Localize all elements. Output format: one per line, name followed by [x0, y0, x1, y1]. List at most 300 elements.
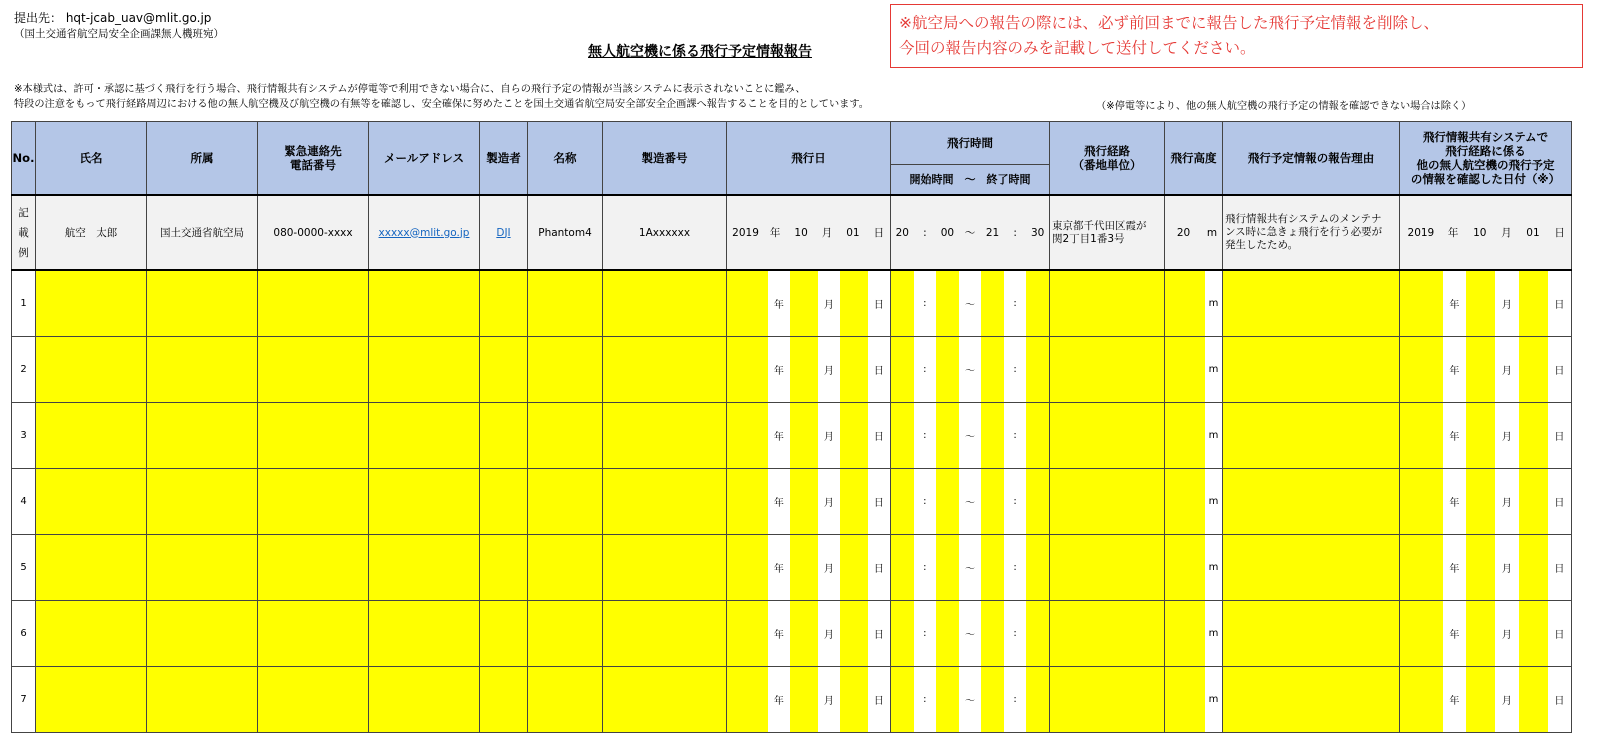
notice-line-2: 今回の報告内容のみを記載して送付してください。 — [899, 39, 1256, 57]
altitude-value-input[interactable] — [1165, 271, 1205, 336]
purpose-line-1: ※本様式は、許可・承認に基づく飛行を行う場合、飛行情報共有システムが停電等で利用できない場合に、自らの飛行予定の情報が当該システムに表示されないことに鑑み、 — [14, 84, 806, 95]
serial-input[interactable] — [603, 403, 727, 469]
year-input[interactable] — [727, 535, 768, 600]
col-header-route — [1050, 122, 1165, 196]
email-input[interactable] — [369, 403, 480, 469]
reason-input[interactable] — [1223, 469, 1400, 535]
colon: : — [1004, 337, 1027, 402]
day-input[interactable] — [840, 535, 868, 600]
end-hour-input[interactable] — [981, 403, 1004, 468]
confirm-year-input[interactable] — [1400, 601, 1443, 666]
end-hour-input[interactable] — [981, 469, 1004, 534]
year-input[interactable] — [727, 403, 768, 468]
table-row — [12, 667, 1572, 733]
maker-input[interactable] — [480, 469, 528, 535]
example-flight-date — [727, 195, 891, 270]
serial-input[interactable] — [603, 535, 727, 601]
year-unit: 年 — [1443, 337, 1466, 402]
col-header-phone-line-1: 緊急連絡先 — [284, 144, 342, 158]
route-input[interactable] — [1050, 667, 1165, 733]
confirm-year-input[interactable] — [1400, 667, 1443, 732]
flight-time-input — [891, 337, 1050, 403]
example-flight-time — [891, 195, 1050, 270]
year-unit: 年 — [768, 667, 790, 732]
meter-unit: m — [1205, 601, 1222, 666]
model-input[interactable] — [528, 403, 603, 469]
model-input[interactable] — [528, 535, 603, 601]
maker-input[interactable] — [480, 337, 528, 403]
name-input[interactable] — [36, 270, 147, 337]
name-input[interactable] — [36, 535, 147, 601]
start-minute-input[interactable] — [936, 601, 959, 666]
month-unit: 月 — [1495, 403, 1518, 468]
year-input[interactable] — [727, 469, 768, 534]
month-input[interactable] — [790, 403, 818, 468]
reason-input[interactable] — [1223, 270, 1400, 337]
altitude-value-input[interactable] — [1165, 535, 1205, 600]
end-minute-input[interactable] — [1026, 337, 1049, 402]
day-unit: 日 — [1548, 601, 1571, 666]
example-confirm-month: 10 — [1465, 196, 1495, 269]
end-minute-input[interactable] — [1026, 535, 1049, 600]
purpose-note: （※停電等により、他の無人航空機の飛行予定の情報を確認できない場合は除く） — [1096, 101, 1472, 112]
phone-input[interactable] — [258, 667, 369, 733]
start-minute-input[interactable] — [936, 667, 959, 732]
altitude-value-input[interactable] — [1165, 469, 1205, 534]
confirm-month-input[interactable] — [1466, 601, 1495, 666]
end-hour-input[interactable] — [981, 535, 1004, 600]
example-label — [12, 195, 36, 270]
day-input[interactable] — [840, 469, 868, 534]
tilde: ～ — [959, 196, 982, 269]
tilde: ～ — [959, 271, 982, 336]
maker-input[interactable] — [480, 403, 528, 469]
altitude-value-input[interactable] — [1165, 601, 1205, 666]
example-route-line-1: 東京都千代田区霞が — [1052, 219, 1147, 232]
confirm-year-input[interactable] — [1400, 535, 1443, 600]
altitude-value-input[interactable] — [1165, 403, 1205, 468]
tilde: ～ — [959, 469, 982, 534]
email-input[interactable] — [369, 337, 480, 403]
table-row — [12, 337, 1572, 403]
colon: : — [914, 667, 937, 732]
col-header-no: No. — [12, 122, 36, 196]
meter-unit: m — [1205, 469, 1222, 534]
route-input[interactable] — [1050, 337, 1165, 403]
altitude-input — [1165, 601, 1223, 667]
month-unit: 月 — [1495, 337, 1518, 402]
day-unit: 日 — [1548, 469, 1571, 534]
end-hour-input[interactable] — [981, 337, 1004, 402]
year-unit: 年 — [768, 271, 790, 336]
flight-time-input — [891, 270, 1050, 337]
col-header-confirm-line-1: 飛行情報共有システムで — [1422, 130, 1549, 144]
confirm-day-input[interactable] — [1519, 601, 1548, 666]
col-header-reason: 飛行予定情報の報告理由 — [1223, 122, 1400, 196]
confirm-year-input[interactable] — [1400, 271, 1443, 336]
day-unit: 日 — [1548, 337, 1571, 402]
example-reason-line-3: 発生したため。 — [1225, 239, 1299, 251]
flight-time-input — [891, 535, 1050, 601]
col-header-serial: 製造番号 — [603, 122, 727, 196]
example-email — [369, 195, 480, 270]
end-minute-input[interactable] — [1026, 601, 1049, 666]
end-minute-input[interactable] — [1026, 469, 1049, 534]
serial-input[interactable] — [603, 337, 727, 403]
example-model: Phantom4 — [528, 195, 603, 270]
name-input[interactable] — [36, 403, 147, 469]
model-input[interactable] — [528, 337, 603, 403]
confirm-date-input — [1400, 535, 1572, 601]
serial-input[interactable] — [603, 601, 727, 667]
month-unit: 月 — [1495, 667, 1518, 732]
phone-input[interactable] — [258, 469, 369, 535]
day-unit: 日 — [1548, 535, 1571, 600]
flight-time-input — [891, 403, 1050, 469]
flight-date-input — [727, 337, 891, 403]
confirm-day-input[interactable] — [1519, 337, 1548, 402]
affiliation-input[interactable] — [147, 667, 258, 733]
confirm-month-input[interactable] — [1466, 667, 1495, 732]
col-header-confirm-line-2: 飛行経路に係る — [1445, 144, 1526, 158]
confirm-month-input[interactable] — [1466, 271, 1495, 336]
start-hour-input[interactable] — [891, 535, 914, 600]
year-unit: 年 — [1443, 535, 1466, 600]
phone-input[interactable] — [258, 403, 369, 469]
month-unit: 月 — [818, 337, 840, 402]
model-input[interactable] — [528, 601, 603, 667]
year-unit: 年 — [1443, 271, 1466, 336]
confirm-year-input[interactable] — [1400, 337, 1443, 402]
maker-input[interactable] — [480, 667, 528, 733]
colon: : — [1004, 196, 1027, 269]
colon: : — [914, 337, 937, 402]
month-input[interactable] — [790, 535, 818, 600]
email-input[interactable] — [369, 535, 480, 601]
reason-input[interactable] — [1223, 667, 1400, 733]
year-unit: 年 — [1443, 469, 1466, 534]
name-input[interactable] — [36, 469, 147, 535]
col-header-name: 氏名 — [36, 122, 147, 196]
confirm-day-input[interactable] — [1519, 535, 1548, 600]
flight-date-input — [727, 667, 891, 733]
reason-input[interactable] — [1223, 403, 1400, 469]
table-row — [12, 403, 1572, 469]
email-input[interactable] — [369, 270, 480, 337]
tilde: ～ — [959, 601, 982, 666]
colon: : — [1004, 469, 1027, 534]
month-unit: 月 — [816, 196, 838, 269]
table-row — [12, 601, 1572, 667]
model-input[interactable] — [528, 270, 603, 337]
year-unit: 年 — [768, 469, 790, 534]
example-confirm-date — [1400, 195, 1572, 270]
example-reason-line-2: ンス時に急きょ飛行を行う必要が — [1225, 226, 1383, 238]
phone-input[interactable] — [258, 337, 369, 403]
tilde: ～ — [959, 667, 982, 732]
affiliation-input[interactable] — [147, 469, 258, 535]
confirm-day-input[interactable] — [1519, 271, 1548, 336]
day-unit: 日 — [868, 667, 890, 732]
confirm-date-input — [1400, 403, 1572, 469]
colon: : — [914, 601, 937, 666]
name-input[interactable] — [36, 337, 147, 403]
meter-unit: m — [1205, 271, 1222, 336]
example-email-link[interactable]: xxxxx@mlit.go.jp — [378, 226, 470, 239]
confirm-date-input — [1400, 469, 1572, 535]
col-header-email: メールアドレス — [369, 122, 480, 196]
month-unit: 月 — [1495, 271, 1518, 336]
col-header-flight-time: 飛行時間 — [891, 122, 1050, 165]
affiliation-input[interactable] — [147, 403, 258, 469]
day-unit: 日 — [868, 271, 890, 336]
end-minute-input[interactable] — [1026, 271, 1049, 336]
month-unit: 月 — [1495, 469, 1518, 534]
email-input[interactable] — [369, 667, 480, 733]
col-header-confirm-date — [1400, 122, 1572, 196]
submit-to-block — [14, 10, 224, 42]
day-unit: 日 — [1548, 667, 1571, 732]
phone-input[interactable] — [258, 270, 369, 337]
reason-input[interactable] — [1223, 535, 1400, 601]
colon: : — [1004, 667, 1027, 732]
col-header-altitude: 飛行高度 — [1165, 122, 1223, 196]
example-label-char-3: 例 — [18, 246, 29, 259]
start-minute-input[interactable] — [936, 535, 959, 600]
year-unit: 年 — [768, 337, 790, 402]
example-altitude — [1165, 195, 1223, 270]
start-minute-input[interactable] — [936, 469, 959, 534]
confirm-month-input[interactable] — [1466, 337, 1495, 402]
col-header-route-line-2: （番地単位） — [1072, 158, 1142, 172]
start-hour-input[interactable] — [891, 403, 914, 468]
page-title: 無人航空機に係る飛行予定情報報告 — [588, 44, 812, 60]
start-hour-input[interactable] — [891, 271, 914, 336]
report-table — [11, 121, 1572, 733]
colon: : — [1004, 535, 1027, 600]
row-number: 3 — [12, 403, 36, 469]
day-input[interactable] — [840, 403, 868, 468]
maker-input[interactable] — [480, 601, 528, 667]
example-maker — [480, 195, 528, 270]
colon: : — [914, 271, 937, 336]
year-unit: 年 — [768, 601, 790, 666]
tilde: ～ — [959, 337, 982, 402]
example-confirm-year: 2019 — [1400, 196, 1442, 269]
colon: : — [914, 196, 937, 269]
colon: : — [914, 535, 937, 600]
confirm-month-input[interactable] — [1466, 469, 1495, 534]
col-header-phone — [258, 122, 369, 196]
end-hour-input[interactable] — [981, 601, 1004, 666]
month-unit: 月 — [818, 601, 840, 666]
serial-input[interactable] — [603, 270, 727, 337]
confirm-day-input[interactable] — [1519, 469, 1548, 534]
month-input[interactable] — [790, 667, 818, 732]
day-input[interactable] — [840, 337, 868, 402]
meter-unit: m — [1205, 337, 1222, 402]
col-header-maker: 製造者 — [480, 122, 528, 196]
affiliation-input[interactable] — [147, 337, 258, 403]
confirm-date-input — [1400, 601, 1572, 667]
name-input[interactable] — [36, 667, 147, 733]
colon: : — [1004, 403, 1027, 468]
flight-time-input — [891, 601, 1050, 667]
year-unit: 年 — [1443, 601, 1466, 666]
altitude-value-input[interactable] — [1165, 667, 1205, 732]
confirm-year-input[interactable] — [1400, 469, 1443, 534]
table-row — [12, 469, 1572, 535]
phone-input[interactable] — [258, 535, 369, 601]
end-minute-input[interactable] — [1026, 667, 1049, 732]
flight-date-input — [727, 469, 891, 535]
flight-time-input — [891, 667, 1050, 733]
month-unit: 月 — [818, 271, 840, 336]
meter-unit: m — [1205, 403, 1222, 468]
end-hour-input[interactable] — [981, 271, 1004, 336]
colon: : — [1004, 271, 1027, 336]
year-unit: 年 — [768, 535, 790, 600]
model-input[interactable] — [528, 469, 603, 535]
row-number: 6 — [12, 601, 36, 667]
year-unit: 年 — [764, 196, 786, 269]
end-minute-input[interactable] — [1026, 403, 1049, 468]
altitude-input — [1165, 270, 1223, 337]
example-day: 01 — [838, 196, 868, 269]
day-input[interactable] — [840, 601, 868, 666]
meter-unit: m — [1202, 196, 1222, 269]
affiliation-input[interactable] — [147, 270, 258, 337]
confirm-year-input[interactable] — [1400, 403, 1443, 468]
col-header-flight-time-range: 開始時間 ～ 終了時間 — [891, 165, 1050, 196]
start-hour-input[interactable] — [891, 667, 914, 732]
example-month: 10 — [786, 196, 816, 269]
day-input[interactable] — [840, 667, 868, 732]
reason-input[interactable] — [1223, 601, 1400, 667]
col-header-route-line-1: 飛行経路 — [1084, 144, 1130, 158]
row-number: 4 — [12, 469, 36, 535]
col-header-flight-date: 飛行日 — [727, 122, 891, 196]
email-input[interactable] — [369, 601, 480, 667]
altitude-input — [1165, 469, 1223, 535]
altitude-value-input[interactable] — [1165, 337, 1205, 402]
example-maker-link[interactable]: DJI — [496, 226, 511, 239]
phone-input[interactable] — [258, 601, 369, 667]
col-header-confirm-line-3: 他の無人航空機の飛行予定 — [1416, 158, 1555, 172]
row-number: 5 — [12, 535, 36, 601]
col-header-confirm-line-4: の情報を確認した日付（※） — [1410, 172, 1561, 186]
day-unit: 日 — [1548, 403, 1571, 468]
start-minute-input[interactable] — [936, 271, 959, 336]
confirm-date-input — [1400, 337, 1572, 403]
year-input[interactable] — [727, 337, 768, 402]
start-hour-input[interactable] — [891, 337, 914, 402]
row-number: 7 — [12, 667, 36, 733]
example-start-hour: 20 — [891, 196, 914, 269]
day-unit: 日 — [868, 469, 890, 534]
tilde: ～ — [959, 403, 982, 468]
maker-input[interactable] — [480, 535, 528, 601]
month-unit: 月 — [1495, 196, 1518, 269]
example-affiliation: 国土交通省航空局 — [147, 195, 258, 270]
example-year: 2019 — [727, 196, 764, 269]
serial-input[interactable] — [603, 667, 727, 733]
confirm-month-input[interactable] — [1466, 535, 1495, 600]
month-input[interactable] — [790, 601, 818, 666]
confirm-month-input[interactable] — [1466, 403, 1495, 468]
start-minute-input[interactable] — [936, 403, 959, 468]
colon: : — [914, 469, 937, 534]
submit-to-address: 提出先： hqt-jcab_uav@mlit.go.jp — [14, 11, 212, 25]
model-input[interactable] — [528, 667, 603, 733]
route-input[interactable] — [1050, 469, 1165, 535]
year-unit: 年 — [768, 403, 790, 468]
confirm-day-input[interactable] — [1519, 667, 1548, 732]
year-input[interactable] — [727, 271, 768, 336]
table-row — [12, 270, 1572, 337]
confirm-day-input[interactable] — [1519, 403, 1548, 468]
month-input[interactable] — [790, 469, 818, 534]
reason-input[interactable] — [1223, 337, 1400, 403]
flight-date-input — [727, 535, 891, 601]
example-confirm-day: 01 — [1518, 196, 1548, 269]
route-input[interactable] — [1050, 403, 1165, 469]
month-unit: 月 — [818, 667, 840, 732]
flight-date-input — [727, 601, 891, 667]
start-hour-input[interactable] — [891, 469, 914, 534]
year-input[interactable] — [727, 667, 768, 732]
flight-date-input — [727, 403, 891, 469]
confirm-date-input — [1400, 270, 1572, 337]
example-label-char-2: 載 — [18, 226, 29, 239]
colon: : — [914, 403, 937, 468]
affiliation-input[interactable] — [147, 601, 258, 667]
name-input[interactable] — [36, 601, 147, 667]
route-input[interactable] — [1050, 601, 1165, 667]
example-serial: 1Axxxxxx — [603, 195, 727, 270]
year-input[interactable] — [727, 601, 768, 666]
example-reason-line-1: 飛行情報共有システムのメンテナ — [1225, 213, 1382, 225]
route-input[interactable] — [1050, 535, 1165, 601]
start-minute-input[interactable] — [936, 337, 959, 402]
altitude-input — [1165, 337, 1223, 403]
example-row — [12, 195, 1572, 270]
day-unit: 日 — [1548, 271, 1571, 336]
example-label-char-1: 記 — [18, 206, 29, 219]
email-input[interactable] — [369, 469, 480, 535]
month-unit: 月 — [818, 535, 840, 600]
month-input[interactable] — [790, 271, 818, 336]
month-input[interactable] — [790, 337, 818, 402]
example-altitude-value: 20 — [1165, 196, 1202, 269]
day-input[interactable] — [840, 271, 868, 336]
col-header-affiliation: 所属 — [147, 122, 258, 196]
confirm-date-input — [1400, 667, 1572, 733]
route-input[interactable] — [1050, 270, 1165, 337]
notice-line-1: ※航空局への報告の際には、必ず前回までに報告した飛行予定情報を削除し、 — [899, 14, 1439, 32]
col-header-phone-line-2: 電話番号 — [290, 158, 336, 172]
purpose-line-2: 特段の注意をもって飛行経路周辺における他の無人航空機及び航空機の有無等を確認し、安全確保に努めたことを国土交通省航空局安全部安全企画課へ報告することを目的としています。 — [14, 99, 869, 110]
day-unit: 日 — [868, 196, 890, 269]
day-unit: 日 — [868, 337, 890, 402]
serial-input[interactable] — [603, 469, 727, 535]
end-hour-input[interactable] — [981, 667, 1004, 732]
day-unit: 日 — [1548, 196, 1571, 269]
submit-to-department: （国土交通省航空局安全企画課無人機班宛） — [14, 28, 224, 40]
maker-input[interactable] — [480, 270, 528, 337]
start-hour-input[interactable] — [891, 601, 914, 666]
affiliation-input[interactable] — [147, 535, 258, 601]
